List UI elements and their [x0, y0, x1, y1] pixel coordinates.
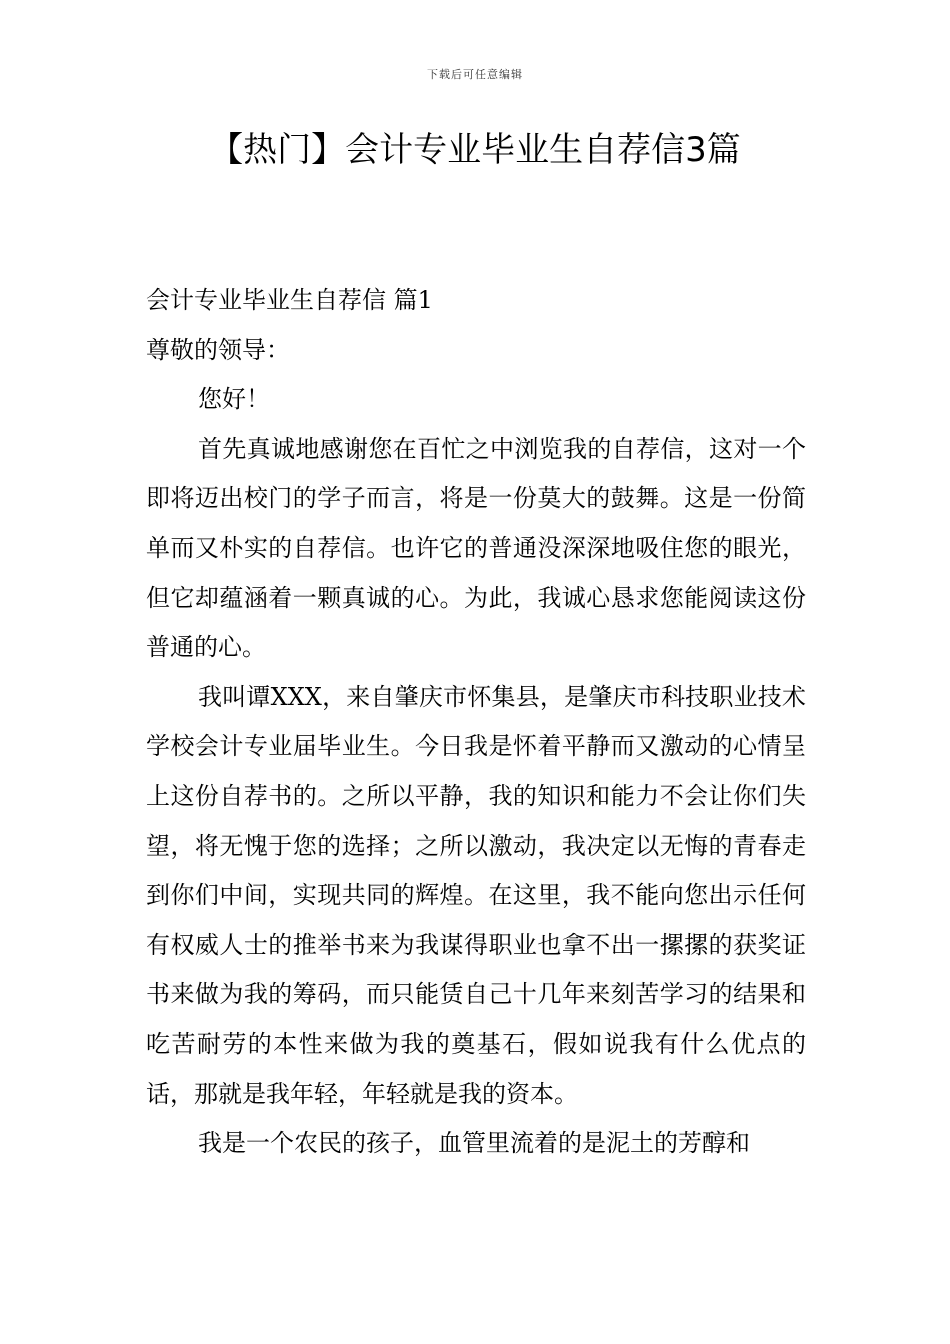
letter-body — [146, 276, 806, 1169]
paragraph-2: 我叫谭XXX，来自肇庆市怀集县，是肇庆市科技职业技术学校会计专业届毕业生。今日我是怀着平静而又激动的心情呈上这份自荐书的。之所以平静，我的知识和能力不会让你们失望，将无愧于您的选择；之所以激动，我决定以无悔的青春走到你们中间，实现共同的辉煌。在这里，我不能向您出示任何有权威人士的推举书来为我谋得职业也拿不出一摞摞的获奖证书来做为我的筹码，而只能赁自己十几年来刻苦学习的结果和吃苦耐劳的本性来做为我的奠基石，假如说我有什么优点的话，那就是我年轻，年轻就是我的资本。 — [146, 682, 806, 1108]
paragraph-3: 我是一个农民的孩子，血管里流着的是泥土的芳醇和 — [198, 1129, 750, 1158]
document-title: 【热门】会计专业毕业生自荐信3篇 — [209, 130, 741, 170]
paragraph-1: 首先真诚地感谢您在百忙之中浏览我的自荐信，这对一个即将迈出校门的学子而言，将是一份莫大的鼓舞。这是一份简单而又朴实的自荐信。也许它的普通没深深地吸住您的眼光，但它却蕴涵着一颗真诚的心。为此，我诚心恳求您能阅读这份普通的心。 — [146, 434, 806, 662]
section-heading: 会计专业毕业生自荐信 篇1 — [146, 286, 433, 314]
greeting: 您好！ — [198, 385, 270, 414]
header-note: 下载后可任意编辑 — [427, 68, 523, 81]
salutation: 尊敬的领导： — [146, 335, 290, 364]
